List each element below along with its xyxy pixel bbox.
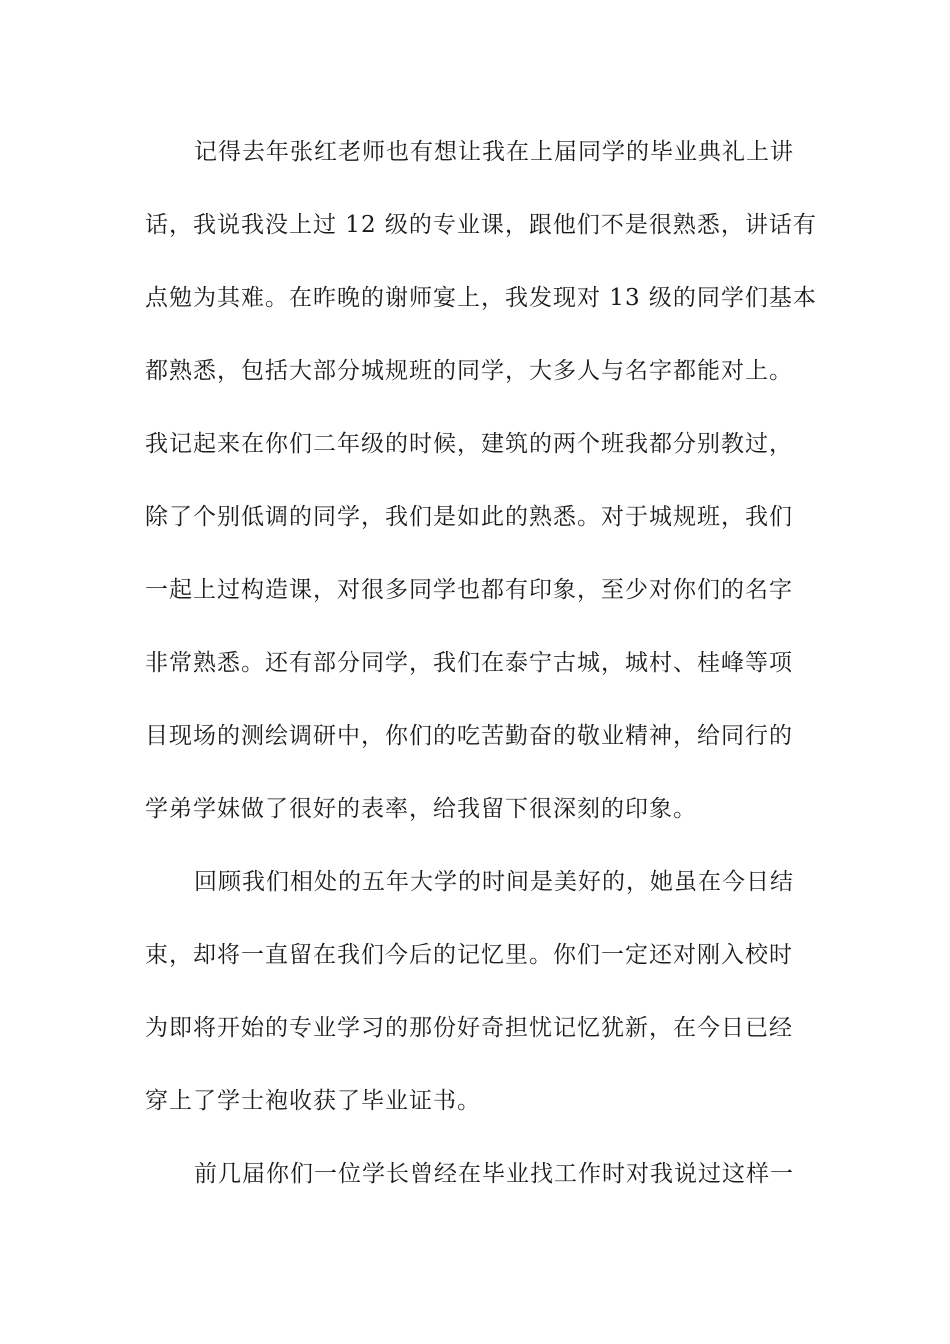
paragraph-1-line-7: 一起上过构造课，对很多同学也都有印象，至少对你们的名字 xyxy=(145,577,793,603)
paragraph-2-line-2: 束，却将一直留在我们今后的记忆里。你们一定还对刚入校时 xyxy=(145,942,793,968)
paragraph-1-line-5: 我记起来在你们二年级的时候，建筑的两个班我都分别教过， xyxy=(145,431,793,457)
paragraph-1-line-3: 点勉为其难。在昨晚的谢师宴上，我发现对 13 级的同学们基本 xyxy=(145,285,817,311)
paragraph-1-line-1: 记得去年张红老师也有想让我在上届同学的毕业典礼上讲 xyxy=(194,139,794,165)
paragraph-1-line-4: 都熟悉，包括大部分城规班的同学，大多人与名字都能对上。 xyxy=(145,358,793,384)
paragraph-1-line-8: 非常熟悉。还有部分同学，我们在泰宁古城，城村、桂峰等项 xyxy=(145,650,793,676)
paragraph-2-line-4: 穿上了学士袍收获了毕业证书。 xyxy=(145,1088,481,1114)
paragraph-1-line-6: 除了个别低调的同学，我们是如此的熟悉。对于城规班，我们 xyxy=(145,504,793,530)
paragraph-2-line-1: 回顾我们相处的五年大学的时间是美好的，她虽在今日结 xyxy=(194,869,794,895)
paragraph-1-line-2: 话，我说我没上过 12 级的专业课，跟他们不是很熟悉，讲话有 xyxy=(145,212,817,238)
paragraph-1-line-9: 目现场的测绘调研中，你们的吃苦勤奋的敬业精神，给同行的 xyxy=(145,723,793,749)
paragraph-2-line-3: 为即将开始的专业学习的那份好奇担忧记忆犹新，在今日已经 xyxy=(145,1015,793,1041)
paragraph-3-line-1: 前几届你们一位学长曾经在毕业找工作时对我说过这样一 xyxy=(194,1161,794,1187)
paragraph-1-line-10: 学弟学妹做了很好的表率，给我留下很深刻的印象。 xyxy=(145,796,697,822)
